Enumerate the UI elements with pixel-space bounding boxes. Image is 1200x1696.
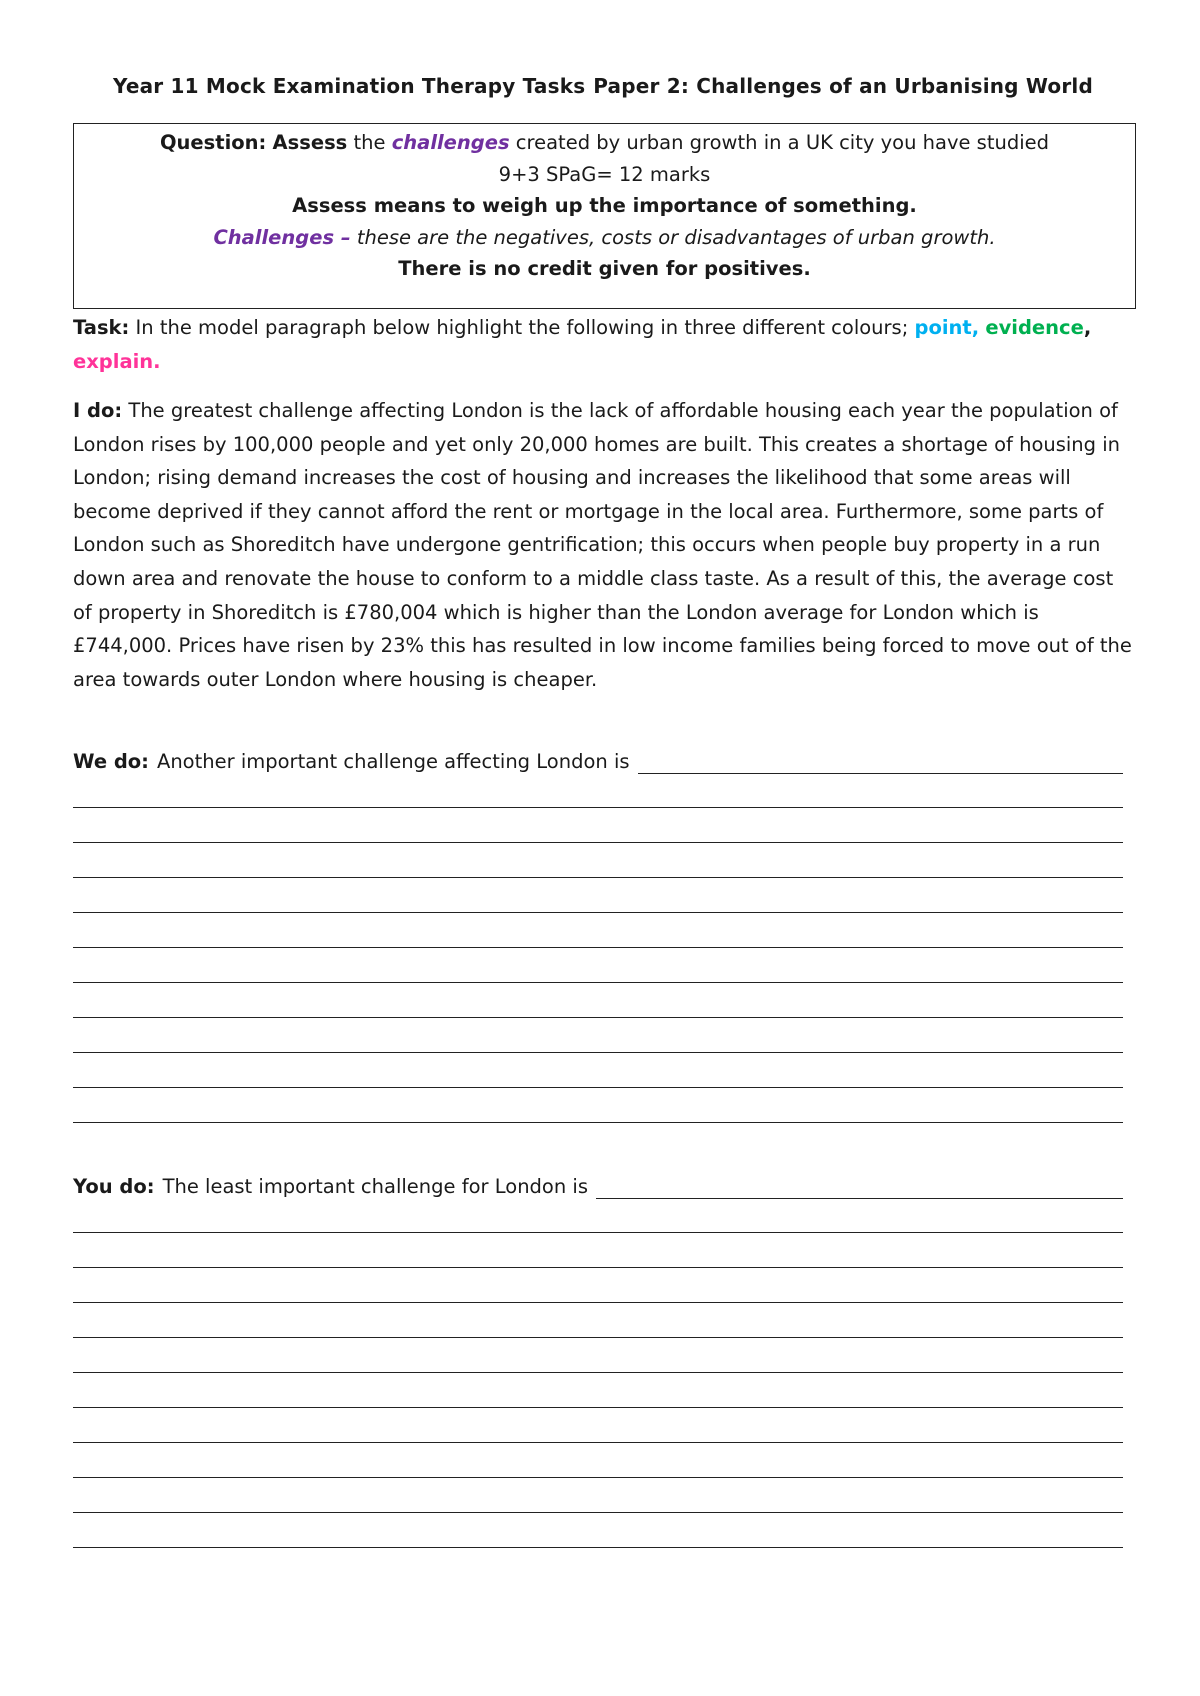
- key-evidence: evidence: [985, 316, 1084, 339]
- we-do-answer-line[interactable]: [73, 842, 1123, 843]
- you-do-prompt: [73, 1175, 1123, 1199]
- question-label: Question:: [159, 131, 267, 154]
- you-do-answer-line[interactable]: [596, 1180, 1123, 1199]
- we-do-answer-line[interactable]: [73, 807, 1123, 808]
- we-do-prompt: [73, 750, 1123, 774]
- page-header: [113, 74, 1093, 98]
- task-label: Task:: [73, 316, 130, 339]
- no-credit-note: There is no credit given for positives.: [398, 257, 811, 280]
- challenges-definition: these are the negatives, costs or disadvantages of urban growth.: [356, 225, 996, 249]
- you-do-answer-line[interactable]: [73, 1232, 1123, 1233]
- task-text: In the model paragraph below highlight the following in three different colours;: [135, 316, 909, 339]
- we-do-text: Another important challenge affecting London is: [156, 750, 630, 773]
- i-do-text: The greatest challenge affecting London is the lack of affordable housing each year the population of London rises by 100,000 people and yet only 20,000 homes are built. This creates a shortage of housing in London; rising demand increases the cost of housing and increases the likelihood that some areas will become deprived if they cannot afford the rent or mortgage in the local area. Furthermore, some parts of London such as Shoreditch have undergone gentrification; this occurs when people buy property in a run down area and renovate the house to conform to a middle class taste. As a result of this, the average cost of property in Shoreditch is £780,004 which is higher than the London average for London which is £744,000. Prices have risen by 23% this has resulted in low income families being forced to move out of the area towards outer London where housing is cheaper.: [73, 399, 1132, 691]
- model-paragraph: [73, 394, 1138, 696]
- you-do-answer-line[interactable]: [73, 1267, 1123, 1268]
- key-comma: ,: [1083, 316, 1092, 339]
- i-do-label: I do:: [73, 399, 123, 422]
- question-marks: 9+3 SPaG= 12 marks: [498, 162, 711, 186]
- question-challenges: challenges: [391, 131, 510, 154]
- question-line: [74, 127, 1135, 159]
- header-title: Year 11 Mock Examination Therapy Tasks: [113, 74, 586, 98]
- we-do-answer-line[interactable]: [638, 755, 1123, 774]
- we-do-answer-line[interactable]: [73, 912, 1123, 913]
- we-do-answer-line[interactable]: [73, 1052, 1123, 1053]
- we-do-answer-line[interactable]: [73, 982, 1123, 983]
- challenges-label: Challenges –: [213, 225, 351, 249]
- you-do-answer-line[interactable]: [73, 1302, 1123, 1303]
- question-assess: Assess: [272, 131, 348, 154]
- header-paper: Paper 2: Challenges of an Urbanising World: [593, 74, 1093, 98]
- we-do-answer-line[interactable]: [73, 877, 1123, 878]
- we-do-label: We do:: [73, 750, 149, 773]
- you-do-answer-line[interactable]: [73, 1337, 1123, 1338]
- you-do-answer-line[interactable]: [73, 1547, 1123, 1548]
- question-the: the: [353, 131, 386, 154]
- we-do-answer-line[interactable]: [73, 947, 1123, 948]
- challenges-definition-line: [74, 222, 1135, 254]
- you-do-answer-line[interactable]: [73, 1372, 1123, 1373]
- you-do-label: You do:: [73, 1175, 155, 1198]
- you-do-text: The least important challenge for London is: [162, 1175, 588, 1198]
- key-point: point,: [914, 316, 980, 339]
- you-do-answer-line[interactable]: [73, 1477, 1123, 1478]
- we-do-answer-line[interactable]: [73, 1087, 1123, 1088]
- you-do-answer-line[interactable]: [73, 1442, 1123, 1443]
- you-do-answer-line[interactable]: [73, 1407, 1123, 1408]
- question-rest: created by urban growth in a UK city you have studied: [515, 131, 1050, 154]
- task-instruction: [73, 311, 1138, 378]
- we-do-answer-line[interactable]: [73, 1122, 1123, 1123]
- you-do-answer-line[interactable]: [73, 1512, 1123, 1513]
- key-explain: explain.: [73, 349, 161, 373]
- assess-definition: Assess means to weigh up the importance of something.: [292, 194, 917, 217]
- question-box: [73, 123, 1136, 309]
- we-do-answer-line[interactable]: [73, 1017, 1123, 1018]
